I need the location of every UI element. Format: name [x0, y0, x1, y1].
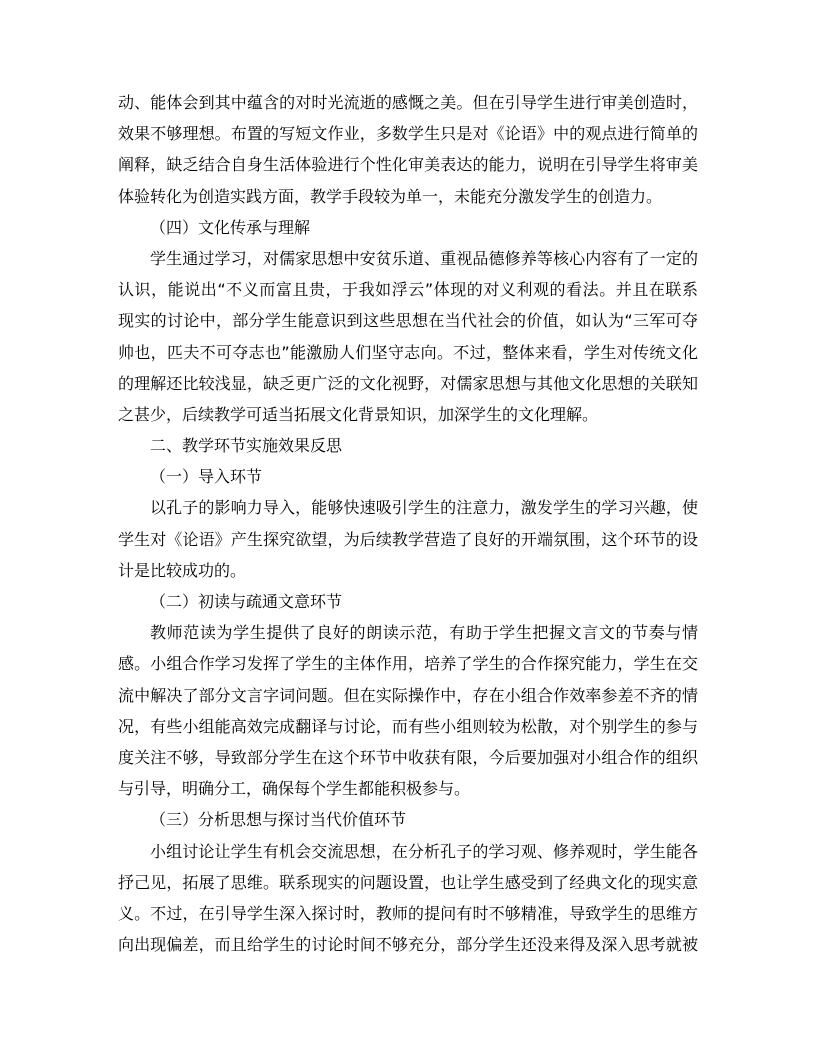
paragraph-reading	[118, 617, 698, 804]
text-line: 小组讨论让学生有机会交流思想，在分析孔子的学习观、修养观时，学生能各	[150, 841, 698, 861]
text-line: 义。不过，在引导学生深入探讨时，教师的提问有时不够精准，导致学生的思维方	[118, 903, 698, 923]
text-line: 度关注不够，导致部分学生在这个环节中收获有限，今后要加强对小组合作的组织	[118, 747, 698, 767]
text-line: 流中解决了部分文言字词问题。但在实际操作中，存在小组合作效率参差不齐的情	[118, 685, 698, 705]
text-line: 以孔子的影响力导入，能够快速吸引学生的注意力，激发学生的学习兴趣，使	[150, 498, 698, 518]
text-line: 体验转化为创造实践方面，教学手段较为单一，未能充分激发学生的创造力。	[118, 186, 663, 206]
text-line: 教师范读为学生提供了良好的朗读示范，有助于学生把握文言文的节奏与情	[150, 623, 698, 643]
section-heading-intro: （一）导入环节	[150, 467, 263, 487]
text-line: 帅也，匹夫不可夺志也”能激励人们坚守志向。不过，整体来看，学生对传统文化	[118, 342, 698, 362]
text-line: 的理解还比较浅显，缺乏更广泛的文化视野，对儒家思想与其他文化思想的关联知	[118, 373, 698, 393]
paragraph-intro	[118, 492, 698, 586]
section-heading-analysis: （三）分析思想与探讨当代价值环节	[150, 810, 407, 830]
text-line: 阐释，缺乏结合自身生活体验进行个性化审美表达的能力，说明在引导学生将审美	[118, 155, 698, 175]
text-line: 效果不够理想。布置的写短文作业，多数学生只是对《论语》中的观点进行简单的	[118, 124, 698, 144]
text-line: 认识，能说出“不义而富且贵，于我如浮云”体现的对义利观的看法。并且在联系	[118, 280, 698, 300]
section-heading-culture: （四）文化传承与理解	[150, 217, 311, 237]
section-heading-reading: （二）初读与疏通文意环节	[150, 592, 343, 611]
paragraph-culture	[118, 243, 698, 430]
text-line: 感。小组合作学习发挥了学生的主体作用，培养了学生的合作探究能力，学生在交	[118, 654, 698, 674]
text-line: 学生对《论语》产生探究欲望，为后续教学营造了良好的开端氛围，这个环节的设	[118, 529, 698, 549]
text-line: 现实的讨论中，部分学生能意识到这些思想在当代社会的价值，如认为“三军可夺	[118, 311, 698, 331]
document-page	[118, 87, 698, 960]
text-line: 向出现偏差，而且给学生的讨论时间不够充分，部分学生还没来得及深入思考就被	[118, 935, 698, 955]
section-heading-teaching-reflection: 二、教学环节实施效果反思	[150, 436, 343, 456]
paragraph-analysis	[118, 836, 698, 961]
paragraph-aesthetic-creation	[118, 87, 698, 212]
text-line: 计是比较成功的。	[118, 560, 247, 580]
text-line: 动、能体会到其中蕴含的对时光流逝的感慨之美。但在引导学生进行审美创造时，	[118, 93, 698, 112]
text-line: 与引导，明确分工，确保每个学生都能积极参与。	[118, 779, 471, 799]
text-line: 之甚少，后续教学可适当拓展文化背景知识，加深学生的文化理解。	[118, 404, 599, 424]
text-line: 况，有些小组能高效完成翻译与讨论，而有些小组则较为松散，对个别学生的参与	[118, 716, 698, 736]
text-line: 学生通过学习，对儒家思想中安贫乐道、重视品德修养等核心内容有了一定的	[150, 248, 698, 268]
text-line: 抒己见，拓展了思维。联系现实的问题设置，也让学生感受到了经典文化的现实意	[118, 872, 698, 892]
